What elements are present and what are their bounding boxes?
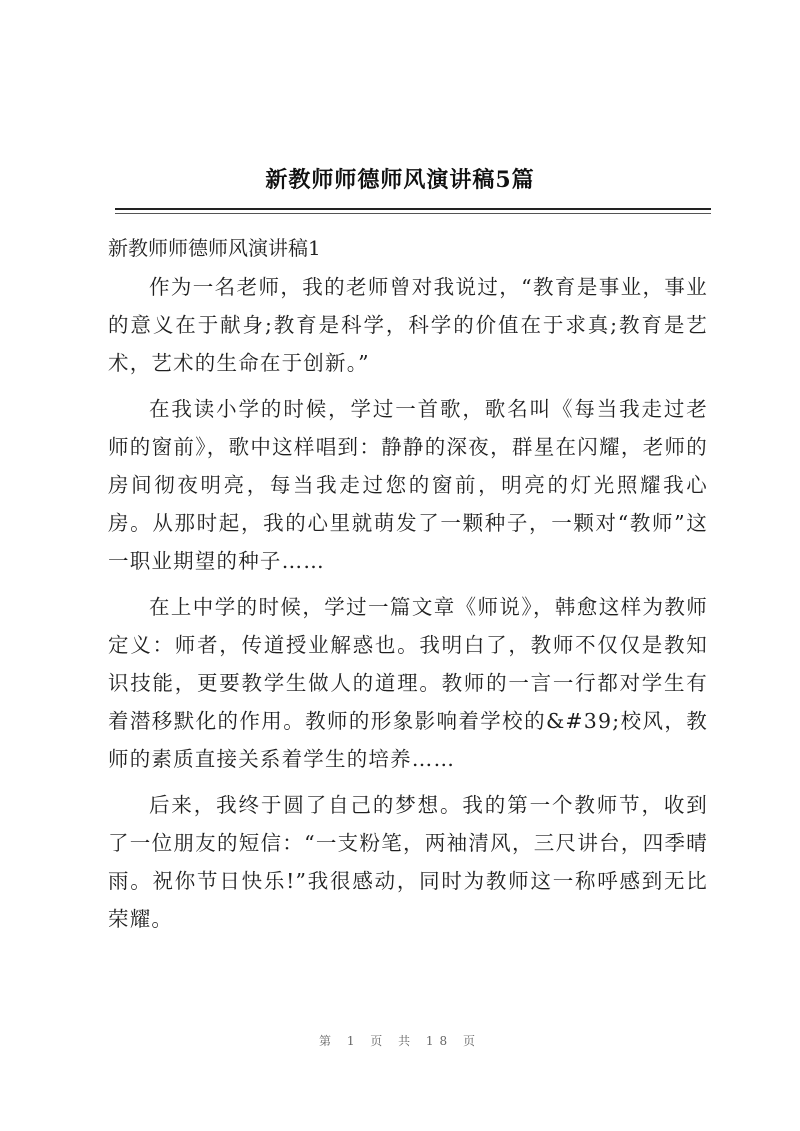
page-number-footer: 第 1 页 共 18 页 xyxy=(319,1034,481,1048)
section-heading: 新教师师德师风演讲稿1 xyxy=(108,236,321,260)
body-text xyxy=(108,268,708,946)
title-divider-thin xyxy=(115,213,711,214)
paragraph: 后来，我终于圆了自己的梦想。我的第一个教师节，收到了一位朋友的短信：“一支粉笔，两袖清风，三尺讲台，四季晴雨。祝你节日快乐!”我很感动，同时为教师这一称呼感到无比荣耀。 xyxy=(108,793,708,931)
title-divider xyxy=(115,208,711,210)
paragraph: 在上中学的时候，学过一篇文章《师说》，韩愈这样为教师定义：师者，传道授业解惑也。我明白了，教师不仅仅是教知识技能，更要教学生做人的道理。教师的一言一行都对学生有着潜移默化的作用。教师的形象影响着学校的&#39;校风，教师的素质直接关系着学生的培养…… xyxy=(108,595,708,771)
document-title: 新教师师德师风演讲稿5篇 xyxy=(265,167,535,193)
paragraph: 在我读小学的时候，学过一首歌，歌名叫《每当我走过老师的窗前》，歌中这样唱到：静静的深夜，群星在闪耀，老师的房间彻夜明亮，每当我走过您的窗前，明亮的灯光照耀我心房。从那时起，我的心里就萌发了一颗种子，一颗对“教师”这一职业期望的种子…… xyxy=(108,397,708,573)
paragraph: 作为一名老师，我的老师曾对我说过，“教育是事业，事业的意义在于献身;教育是科学，科学的价值在于求真;教育是艺术，艺术的生命在于创新。” xyxy=(108,275,708,375)
